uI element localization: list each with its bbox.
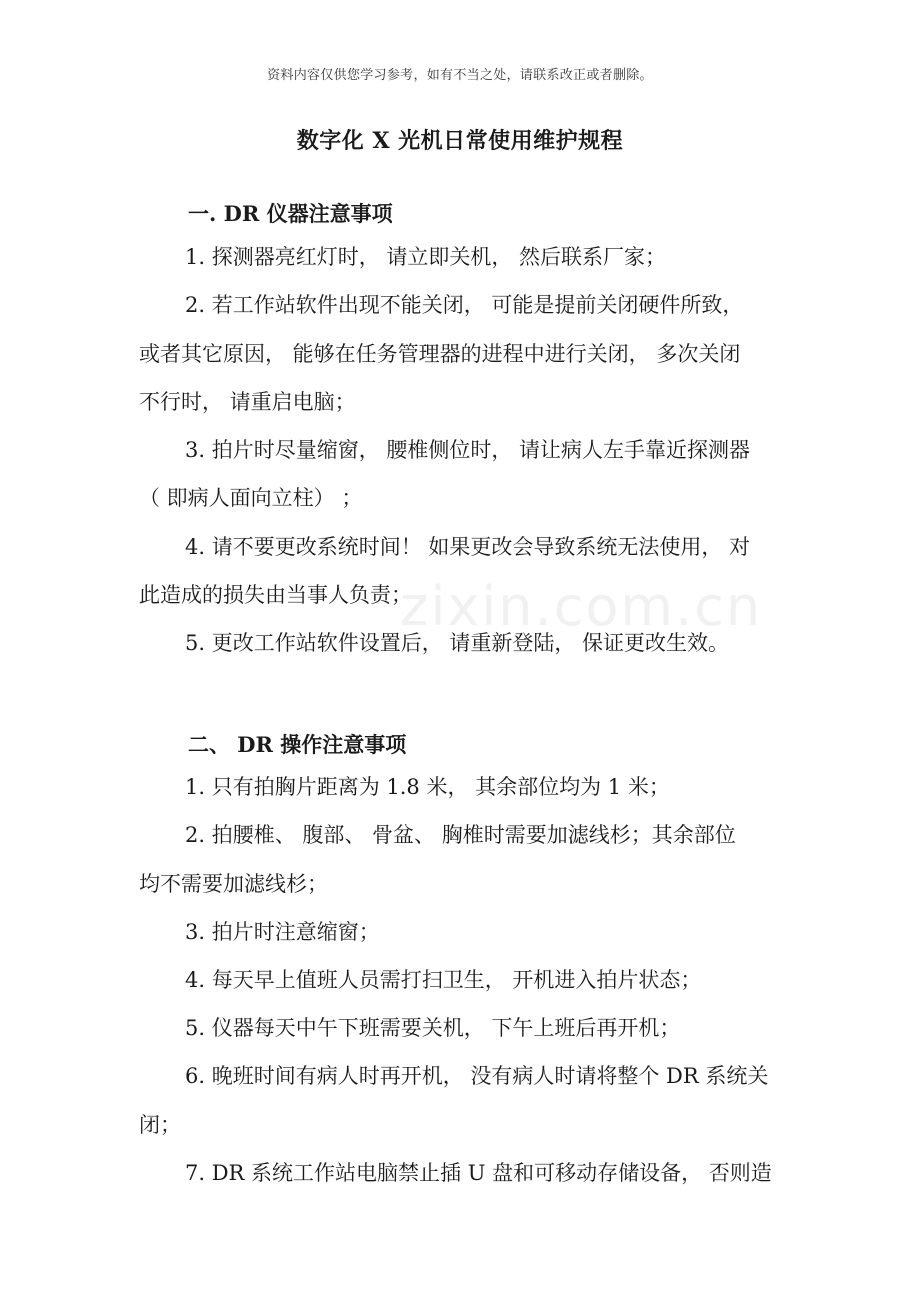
section-1-item-3-cont: （ 即病人面向立柱） ； [139,486,363,510]
section-2-item-4: 4. 每天早上值班人员需打扫卫生， 开机进入拍片状态； [185,968,702,992]
document-title: 数字化 X 光机日常使用维护规程 [296,128,624,154]
section-1-item-2: 2. 若工作站软件出现不能关闭， 可能是提前关闭硬件所致， [185,293,744,317]
section-1-item-4: 4. 请不要更改系统时间！ 如果更改会导致系统无法使用， 对 [185,535,751,559]
section-2-item-6: 6. 晚班时间有病人时再开机， 没有病人时请将整个 DR 系统关 [185,1064,769,1088]
section-1-item-4-cont: 此造成的损失由当事人负责； [139,583,412,607]
section-2-heading: 二、 DR 操作注意事项 [188,732,407,757]
section-2-item-6-cont: 闭； [139,1113,181,1137]
watermark: zixin.com.cn [400,575,763,638]
section-2-item-7: 7. DR 系统工作站电脑禁止插 U 盘和可移动存储设备， 否则造 [185,1161,772,1185]
section-2-item-5: 5. 仪器每天中午下班需要关机， 下午上班后再开机； [185,1016,681,1040]
section-1-item-3: 3. 拍片时尽量缩窗， 腰椎侧位时， 请让病人左手靠近探测器 [185,438,751,462]
section-2-item-3: 3. 拍片时注意缩窗； [185,920,380,944]
section-1-item-5: 5. 更改工作站软件设置后， 请重新登陆， 保证更改生效。 [185,631,730,655]
section-1-heading: 一. DR 仪器注意事项 [188,201,393,226]
header-disclaimer: 资料内容仅供您学习参考，如有不当之处，请联系改正或者删除。 [267,68,653,83]
section-1-item-2-cont-1: 或者其它原因， 能够在任务管理器的进程中进行关闭， 多次关闭 [139,342,741,366]
section-2-item-2-cont: 均不需要加滤线杉； [139,872,328,896]
section-1-item-2-cont-2: 不行时， 请重启电脑； [139,390,356,414]
section-1-item-1: 1. 探测器亮红灯时， 请立即关机， 然后联系厂家； [185,245,667,269]
section-2-item-2: 2. 拍腰椎、 腹部、 骨盆、 胸椎时需要加滤线杉；其余部位 [185,823,736,847]
section-2-item-1: 1. 只有拍胸片距离为 1.8 米， 其余部位均为 1 米； [185,775,670,799]
